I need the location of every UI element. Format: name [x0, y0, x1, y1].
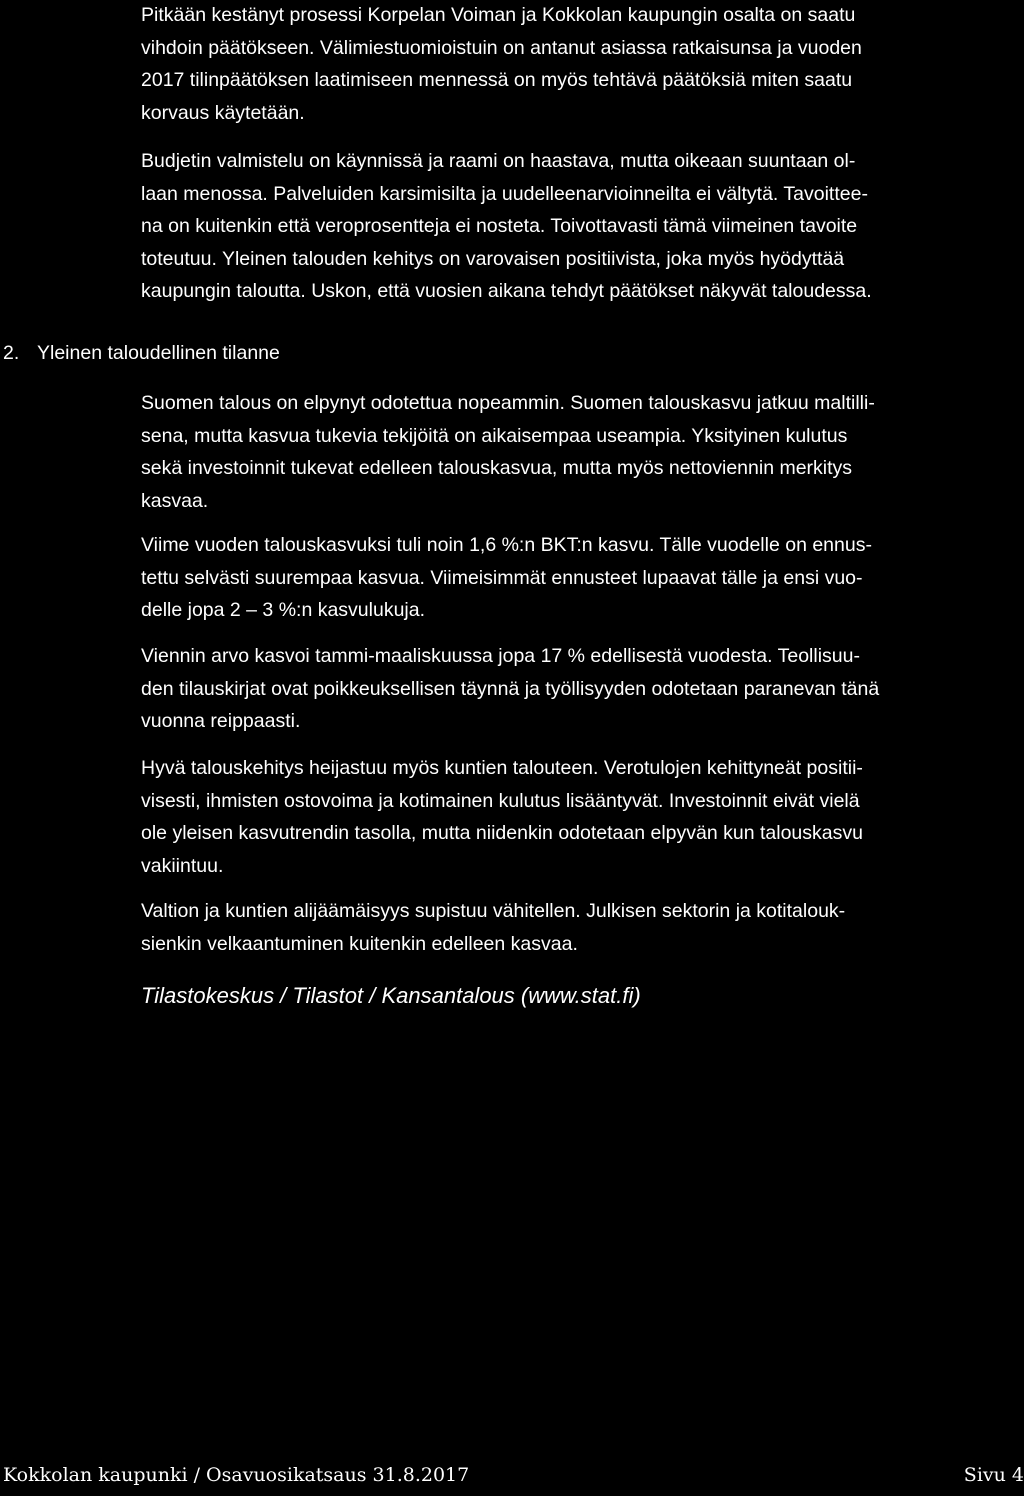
text-line: toteutuu. Yleinen talouden kehitys on varovaisen positiivista, joka myös hyödyttää	[141, 247, 845, 270]
text-line: sienkin velkaantuminen kuitenkin edelleen kasvaa.	[141, 932, 578, 955]
section-heading	[3, 337, 280, 369]
paragraph-alijaamaisyys	[141, 895, 1001, 960]
text-line: Viennin arvo kasvoi tammi-maaliskuussa jopa 17 % edellisestä vuodesta. Teollisuu-	[141, 645, 860, 667]
section-number: 2.	[3, 342, 20, 364]
paragraph-suomen-talous	[141, 387, 1001, 517]
text-line: sekä investoinnit tukevat edelleen talouskasvua, mutta myös nettoviennin merkitys	[141, 457, 853, 479]
text-line: den tilauskirjat ovat poikkeuksellisen täynnä ja työllisyyden odotetaan paranevan tänä	[141, 677, 880, 700]
text-line: korvaus käytetään.	[141, 101, 305, 124]
paragraph-kuntatalous	[141, 752, 1001, 882]
section-title: Yleinen taloudellinen tilanne	[37, 342, 280, 364]
text-line: Suomen talous on elpynyt odotettua nopeammin. Suomen talouskasvu jatkuu maltilli-	[141, 392, 875, 414]
footer-page-number: Sivu 4	[963, 1464, 1024, 1486]
paragraph-budjetti	[141, 145, 1001, 308]
text-line: Pitkään kestänyt prosessi Korpelan Voiman ja Kokkolan kaupungin osalta on saatu	[141, 4, 856, 26]
text-line: Budjetin valmistelu on käynnissä ja raami on haastava, mutta oikeaan suuntaan ol-	[141, 150, 856, 172]
text-line: laan menossa. Palveluiden karsimisilta ja uudelleenarvioinneilta ei vältytä. Tavoittee-	[141, 182, 868, 205]
text-line: ole yleisen kasvutrendin tasolla, mutta niidenkin odotetaan elpyvän kun talouskasvu	[141, 822, 863, 844]
paragraph-vienti	[141, 640, 1001, 738]
text-line: sena, mutta kasvua tukevia tekijöitä on aikaisempaa useampia. Yksityinen kulutus	[141, 424, 848, 447]
text-line: vuonna reippaasti.	[141, 710, 301, 732]
source-reference: Tilastokeskus / Tilastot / Kansantalous (www.stat.fi)	[141, 983, 641, 1008]
text-line: vihdoin päätökseen. Välimiestuomioistuin on antanut asiassa ratkaisunsa ja vuoden	[141, 36, 862, 59]
text-line: na on kuitenkin että veroprosentteja ei nosteta. Toivottavasti tämä viimeinen tavoite	[141, 215, 858, 237]
text-line: tettu selvästi suurempaa kasvua. Viimeisimmät ennusteet lupaavat tälle ja ensi vuo-	[141, 566, 863, 589]
text-line: Valtion ja kuntien alijäämäisyys supistuu vähitellen. Julkisen sektorin ja kotitalouk-	[141, 900, 846, 922]
paragraph-korpelan-voima	[141, 0, 1001, 129]
paragraph-talouskasvu	[141, 529, 1001, 627]
footer-document-title: Kokkolan kaupunki / Osavuosikatsaus 31.8.2017	[3, 1464, 470, 1486]
text-line: kasvaa.	[141, 489, 209, 512]
text-line: kaupungin taloutta. Uskon, että vuosien aikana tehdyt päätökset näkyvät taloudessa.	[141, 280, 872, 302]
text-line: Viime vuoden talouskasvuksi tuli noin 1,6 %:n BKT:n kasvu. Tälle vuodelle on ennus-	[141, 534, 872, 556]
text-line: Hyvä talouskehitys heijastuu myös kuntien talouteen. Verotulojen kehittyneät positii-	[141, 757, 863, 779]
text-line: vakiintuu.	[141, 854, 224, 877]
text-line: 2017 tilinpäätöksen laatimiseen mennessä on myös tehtävä päätöksiä miten saatu	[141, 69, 853, 91]
text-line: delle jopa 2 – 3 %:n kasvulukuja.	[141, 599, 426, 621]
text-line: visesti, ihmisten ostovoima ja kotimainen kulutus lisääntyvät. Investoinnit eivät vielä	[141, 789, 860, 812]
